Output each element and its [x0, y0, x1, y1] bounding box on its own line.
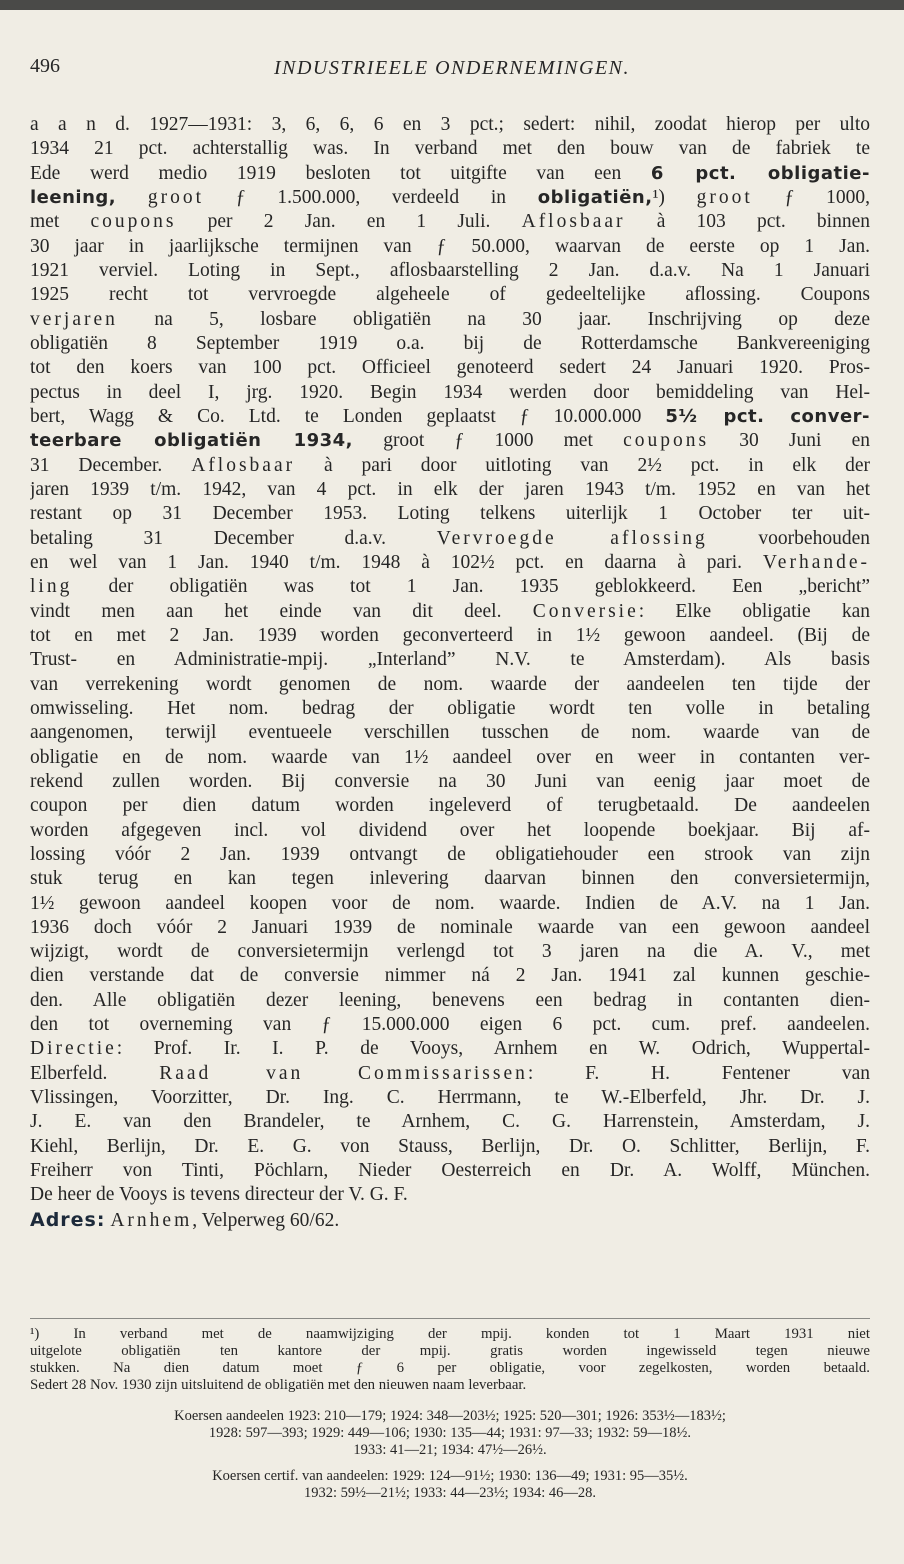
- spaced-term: coupons: [623, 430, 710, 452]
- text-line: [30, 1037, 870, 1061]
- text-line: [30, 283, 870, 307]
- text-segment: dien verstande dat de conversie nimmer ná 2 Jan. 1941 zal kunnen geschie-: [30, 965, 870, 987]
- bold-term: obligatiën,: [537, 186, 653, 208]
- text-segment: Elberfeld.: [30, 1062, 160, 1084]
- text-segment: rekend zullen worden. Bij conversie na 30 Juni van eenig jaar moet de: [30, 770, 870, 792]
- text-line: [30, 186, 870, 210]
- text-segment: [116, 187, 148, 208]
- share-prices-block: [30, 1408, 870, 1459]
- text-line: [30, 916, 870, 940]
- spaced-term: Vervroegde aflossing: [436, 527, 708, 549]
- text-line: [30, 1159, 870, 1183]
- text-line: [30, 113, 870, 137]
- text-segment: der obligatiën was tot 1 Jan. 1935 geblokkeerd. Een „bericht”: [72, 576, 870, 598]
- text-line: [30, 478, 870, 502]
- text-segment: ¹): [652, 186, 697, 208]
- text-line: [30, 1086, 870, 1110]
- text-segment: 30 jaar in jaarlijksche termijnen van ƒ 50.000, waarvan de eerste op 1 Jan.: [30, 235, 870, 257]
- text-segment: à pari door uitloting van 2½ pct. in elk der: [295, 454, 870, 476]
- text-line: [30, 648, 870, 672]
- share-price-line: Koersen aandeelen 1923: 210—179; 1924: 348—203½; 1925: 520—301; 1926: 353½—183½;: [174, 1408, 726, 1424]
- text-line: [30, 673, 870, 697]
- running-title: INDUSTRIEELE ONDERNEMINGEN.: [273, 57, 631, 79]
- text-line: [30, 867, 870, 891]
- text-segment: Trust- en Administratie-mpij. „Interland” N.V. te Amsterdam). Als basis: [30, 649, 870, 671]
- bold-term: teerbare obligatiën 1934,: [30, 430, 354, 452]
- share-price-line: 1933: 41—21; 1934: 47½—26½.: [353, 1442, 547, 1458]
- text-segment: jaren 1939 t/m. 1942, van 4 pct. in elk der jaren 1943 t/m. 1952 en van het: [30, 478, 870, 500]
- spaced-term: Verhande-: [762, 551, 870, 573]
- text-segment: 31 December.: [30, 454, 192, 476]
- spaced-term: Directie: [30, 1038, 117, 1060]
- text-line: [30, 502, 870, 526]
- text-segment: Ede werd medio 1919 besloten tot uitgifte van een: [30, 162, 651, 184]
- text-line: [30, 429, 870, 453]
- footnote-line: Sedert 28 Nov. 1930 zijn uitsluitend de obligatiën met den nieuwen naam leverbaar.: [30, 1377, 527, 1393]
- page-header: [30, 55, 874, 83]
- text-segment: bert, Wagg & Co. Ltd. te Londen geplaatst ƒ 10.000.000: [30, 405, 666, 427]
- text-line: [30, 1208, 870, 1232]
- text-segment: groot ƒ 1000 met: [353, 430, 624, 452]
- text-line: [30, 892, 870, 916]
- text-segment: aangenomen, terwijl eventueele verschillen tusschen de nom. waarde van de: [30, 722, 870, 744]
- text-line: [30, 794, 870, 818]
- text-segment: restant op 31 December 1953. Loting telkens uiterlijk 1 October ter uit-: [30, 503, 870, 525]
- text-segment: en wel van 1 Jan. 1940 t/m. 1948 à 102½ pct. en daarna à pari.: [30, 551, 763, 573]
- footnote-rule: [30, 1318, 870, 1319]
- text-line: [30, 454, 870, 478]
- text-segment: 1921 verviel. Loting in Sept., aflosbaarstelling 2 Jan. d.a.v. Na 1 Januari: [30, 259, 870, 281]
- spaced-term: Arnhem: [110, 1209, 193, 1231]
- share-price-line: 1928: 597—393; 1929: 449—106; 1930: 135—44; 1931: 97—33; 1932: 59—18½.: [208, 1425, 692, 1441]
- text-segment: J. E. van den Brandeler, te Arnhem, C. G. Harrenstein, Amsterdam, J.: [30, 1111, 870, 1133]
- text-line: [30, 162, 870, 186]
- text-line: [30, 137, 870, 161]
- text-segment: per 2 Jan. en 1 Juli.: [176, 211, 522, 233]
- bold-term: leening,: [30, 186, 117, 208]
- text-segment: Kiehl, Berlijn, Dr. E. G. von Stauss, Berlijn, Dr. O. Schlitter, Berlijn, F.: [30, 1135, 870, 1157]
- text-line: [30, 332, 870, 356]
- text-segment: coupon per dien datum worden ingeleverd of terugbetaald. De aandeelen: [30, 795, 870, 817]
- text-segment: Freiherr von Tinti, Pöchlarn, Nieder Oesterreich en Dr. A. Wolff, München.: [30, 1160, 870, 1182]
- text-line: [30, 940, 870, 964]
- text-line: [30, 235, 870, 259]
- text-segment: worden afgegeven incl. vol dividend over het loopende boekjaar. Bij af-: [30, 819, 870, 841]
- text-segment: tot en met 2 Jan. 1939 worden geconverteerd in 1½ gewoon aandeel. (Bij de: [30, 624, 870, 646]
- spaced-term: groot: [696, 186, 753, 208]
- text-line: [30, 1183, 870, 1207]
- footnote-line: uitgelote obligatiën ten kantore der mpij. gratis worden ingewisseld tegen nieuwe: [30, 1343, 870, 1359]
- text-segment: : F. H. Fentener van: [527, 1062, 870, 1084]
- text-segment: 1925 recht tot vervroegde algeheele of gedeeltelijke aflossing. Coupons: [30, 284, 870, 306]
- text-segment: den tot overneming van ƒ 15.000.000 eigen 6 pct. cum. pref. aandeelen.: [30, 1014, 870, 1036]
- text-line: [30, 721, 870, 745]
- spaced-term: Aflosbaar: [521, 211, 626, 233]
- text-segment: ƒ 1.500.000, verdeeld in: [204, 186, 538, 208]
- text-line: [30, 964, 870, 988]
- text-line: [30, 843, 870, 867]
- text-segment: : Prof. Ir. I. P. de Vooys, Arnhem en W. Odrich, Wuppertal-: [116, 1038, 870, 1060]
- text-line: [30, 1013, 870, 1037]
- bold-term: 6 pct. obligatie-: [650, 162, 870, 184]
- text-line: [30, 746, 870, 770]
- text-segment: obligatiën 8 September 1919 o.a. bij de Rotterdamsche Bankvereeniging: [30, 332, 870, 354]
- spaced-term: coupons: [90, 211, 177, 233]
- spaced-term: Raad van Commissarissen: [159, 1062, 528, 1084]
- certificate-price-line: 1932: 59½—21½; 1933: 44—23½; 1934: 46—28.: [303, 1485, 597, 1501]
- text-line: [30, 551, 870, 575]
- text-segment: ƒ 1000,: [752, 186, 870, 208]
- scan-edge: [0, 0, 904, 10]
- certificate-price-line: Koersen certif. van aandeelen: 1929: 124—91½; 1930: 136—49; 1931: 95—35½.: [212, 1468, 688, 1484]
- text-segment: pectus in deel I, jrg. 1920. Begin 1934 werden door bemiddeling van Hel-: [30, 381, 870, 403]
- text-segment: tot den koers van 100 pct. Officieel genoteerd sedert 24 Januari 1920. Pros-: [30, 357, 870, 379]
- text-line: [30, 600, 870, 624]
- text-line: [30, 356, 870, 380]
- spaced-term: verjaren: [30, 308, 118, 330]
- text-line: [30, 1135, 870, 1159]
- spaced-term: ling: [30, 576, 73, 598]
- footnote-line: ¹) In verband met de naamwijziging der mpij. konden tot 1 Maart 1931 niet: [30, 1326, 870, 1342]
- text-segment: omwisseling. Het nom. bedrag der obligatie wordt ten volle in betaling: [30, 697, 870, 719]
- text-line: [30, 989, 870, 1013]
- certificate-prices-block: [30, 1468, 870, 1502]
- bold-term: 5½ pct. conver-: [665, 405, 870, 427]
- text-segment: na 5, losbare obligatiën na 30 jaar. Inschrijving op deze: [117, 308, 870, 330]
- footnote-line: stukken. Na dien datum moet ƒ 6 per obligatie, voor zegelkosten, worden betaald.: [30, 1360, 870, 1376]
- spaced-term: Aflosbaar: [191, 454, 296, 476]
- text-line: [30, 575, 870, 599]
- spaced-term: Conversie: [532, 600, 639, 622]
- text-line: [30, 624, 870, 648]
- text-segment: Vlissingen, Voorzitter, Dr. Ing. C. Herrmann, te W.-Elberfeld, Jhr. Dr. J.: [30, 1087, 870, 1109]
- text-line: [30, 1062, 870, 1086]
- text-line: [30, 527, 870, 551]
- text-line: [30, 381, 870, 405]
- text-segment: : Elke obligatie kan: [638, 600, 870, 622]
- text-segment: 30 Juni en: [709, 430, 870, 452]
- address-label: Adres:: [30, 1208, 106, 1231]
- page-number: 496: [30, 55, 60, 77]
- text-segment: De heer de Vooys is tevens directeur der V. G. F.: [30, 1184, 408, 1206]
- body-text: [30, 113, 870, 1232]
- text-segment: den. Alle obligatiën dezer leening, benevens een bedrag in contanten dien-: [30, 989, 870, 1011]
- text-line: [30, 210, 870, 234]
- text-segment: met: [30, 211, 91, 233]
- text-line: [30, 770, 870, 794]
- text-line: [30, 259, 870, 283]
- text-segment: obligatie en de nom. waarde van 1½ aandeel over en weer in contanten ver-: [30, 746, 870, 768]
- text-segment: stuk terug en kan tegen inlevering daarvan binnen den conversietermijn,: [30, 868, 870, 890]
- spaced-term: groot: [147, 186, 205, 208]
- text-segment: van verrekening wordt genomen de nom. waarde der aandeelen ten tijde der: [30, 673, 870, 695]
- text-segment: lossing vóór 2 Jan. 1939 ontvangt de obligatiehouder een strook van zijn: [30, 843, 870, 865]
- text-line: [30, 819, 870, 843]
- text-line: [30, 405, 870, 429]
- text-segment: 1936 doch vóór 2 Januari 1939 de nominale waarde van een gewoon aandeel: [30, 916, 870, 938]
- text-segment: 1934 21 pct. achterstallig was. In verband met den bouw van de fabriek te: [30, 138, 870, 160]
- text-segment: a a n d. 1927—1931: 3, 6, 6, 6 en 3 pct.; sedert: nihil, zoodat hierop per ulto: [30, 114, 870, 135]
- text-segment: , Velperweg 60/62.: [192, 1209, 340, 1231]
- text-segment: à 103 pct. binnen: [625, 211, 870, 233]
- footnote: [30, 1326, 870, 1394]
- text-segment: vindt men aan het einde van dit deel.: [30, 600, 533, 622]
- text-line: [30, 1110, 870, 1134]
- text-segment: betaling 31 December d.a.v.: [30, 527, 437, 549]
- text-line: [30, 308, 870, 332]
- text-segment: 1½ gewoon aandeel koopen voor de nom. waarde. Indien de A.V. na 1 Jan.: [30, 892, 870, 914]
- text-line: [30, 697, 870, 721]
- text-segment: wijzigt, wordt de conversietermijn verlengd tot 3 jaren na die A. V., met: [30, 941, 870, 963]
- text-segment: voorbehouden: [707, 527, 870, 549]
